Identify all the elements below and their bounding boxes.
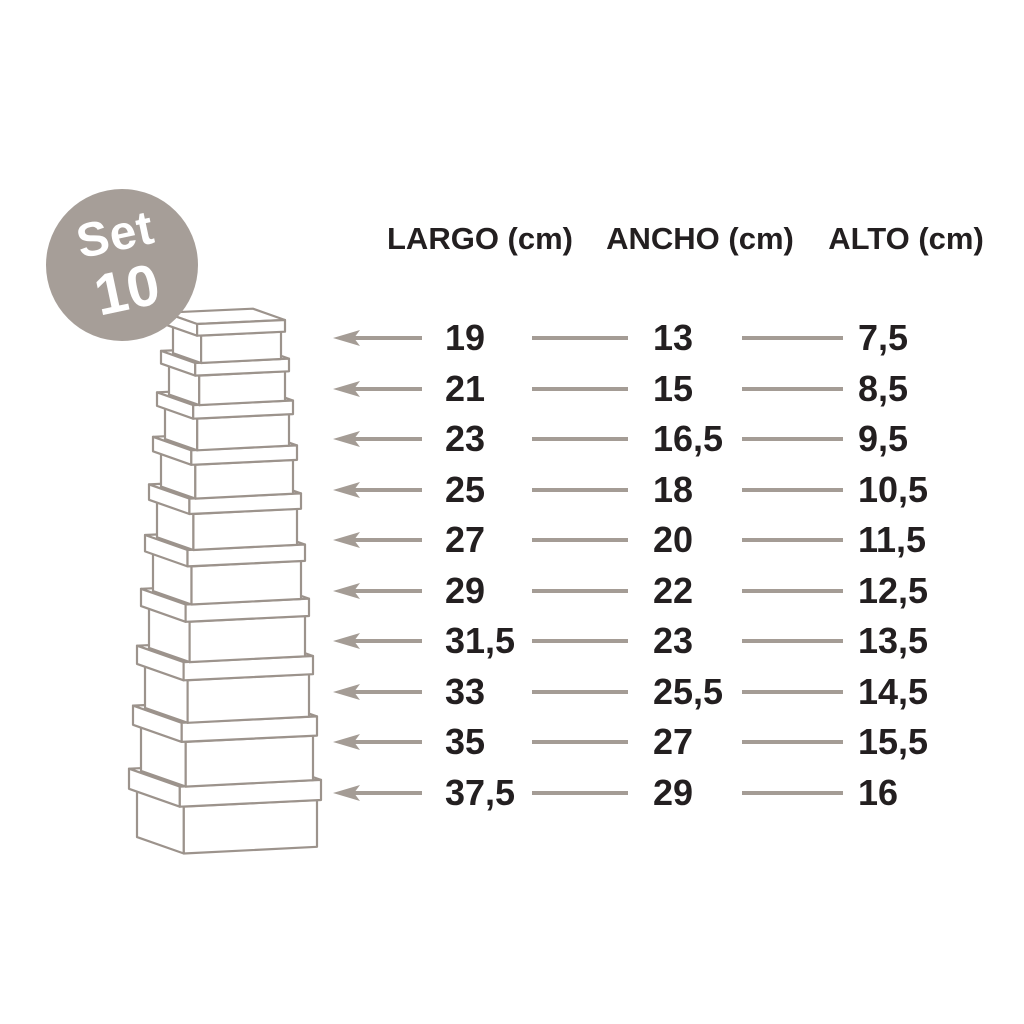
largo-value: 31,5 (445, 620, 516, 661)
alto-value: 8,5 (858, 367, 909, 409)
set-badge-text (72, 200, 172, 328)
alto-value: 7,5 (858, 317, 909, 358)
table-row (332, 569, 1024, 611)
left-arrow-icon (332, 783, 424, 803)
badge-count: 10 (88, 250, 166, 328)
left-arrow-icon (332, 429, 424, 449)
table-row (332, 367, 1024, 409)
divider-line (742, 387, 843, 391)
largo-value: 19 (445, 317, 486, 358)
table-row (332, 468, 1024, 510)
set-badge (46, 189, 198, 341)
table-row (332, 620, 1024, 661)
divider-line (532, 791, 628, 795)
largo-value: 23 (445, 418, 486, 459)
column-header-ancho: ANCHO (cm) (606, 221, 794, 256)
divider-line (742, 488, 843, 492)
alto-value: 12,5 (858, 569, 929, 611)
alto-value: 10,5 (858, 468, 929, 510)
largo-value: 27 (445, 519, 486, 560)
left-arrow-icon (332, 682, 424, 702)
table-row (332, 519, 1024, 560)
ancho-value: 27 (653, 721, 694, 762)
ancho-value: 16,5 (653, 418, 724, 459)
table-row (332, 418, 1024, 459)
column-header-largo: LARGO (cm) (387, 221, 573, 256)
divider-line (532, 740, 628, 744)
badge-set-label: Set (72, 200, 160, 269)
left-arrow-icon (332, 530, 424, 550)
divider-line (742, 740, 843, 744)
table-row (332, 771, 1024, 813)
column-header-alto: ALTO (cm) (828, 221, 984, 256)
left-arrow-icon (332, 581, 424, 601)
ancho-value: 20 (653, 519, 694, 560)
largo-value: 25 (445, 468, 486, 510)
divider-line (742, 639, 843, 643)
dimensions-table (332, 0, 1024, 1024)
divider-line (532, 437, 628, 441)
divider-line (742, 336, 843, 340)
table-row (332, 721, 1024, 762)
left-arrow-icon (332, 732, 424, 752)
left-arrow-icon (332, 480, 424, 500)
alto-value: 16 (858, 771, 899, 813)
divider-line (742, 690, 843, 694)
divider-line (532, 639, 628, 643)
ancho-value: 13 (653, 317, 694, 358)
largo-value: 35 (445, 721, 486, 762)
divider-line (532, 690, 628, 694)
alto-value: 11,5 (858, 519, 927, 560)
table-row (332, 670, 1024, 712)
largo-value: 29 (445, 569, 486, 611)
divider-line (532, 538, 628, 542)
largo-value: 21 (445, 367, 486, 409)
left-arrow-icon (332, 379, 424, 399)
ancho-value: 25,5 (653, 670, 724, 712)
divider-line (742, 538, 843, 542)
ancho-value: 22 (653, 569, 694, 611)
divider-line (742, 437, 843, 441)
table-row (332, 317, 1024, 358)
alto-value: 15,5 (858, 721, 929, 762)
alto-value: 14,5 (858, 670, 929, 712)
alto-value: 13,5 (858, 620, 929, 661)
alto-value: 9,5 (858, 418, 909, 459)
stacked-boxes-illustration (95, 298, 355, 873)
divider-line (742, 589, 843, 593)
divider-line (532, 336, 628, 340)
divider-line (532, 589, 628, 593)
divider-line (742, 791, 843, 795)
ancho-value: 15 (653, 367, 694, 409)
ancho-value: 23 (653, 620, 694, 661)
largo-value: 33 (445, 670, 486, 712)
ancho-value: 18 (653, 468, 694, 510)
divider-line (532, 488, 628, 492)
left-arrow-icon (332, 631, 424, 651)
largo-value: 37,5 (445, 771, 516, 813)
ancho-value: 29 (653, 771, 694, 813)
left-arrow-icon (332, 328, 424, 348)
divider-line (532, 387, 628, 391)
